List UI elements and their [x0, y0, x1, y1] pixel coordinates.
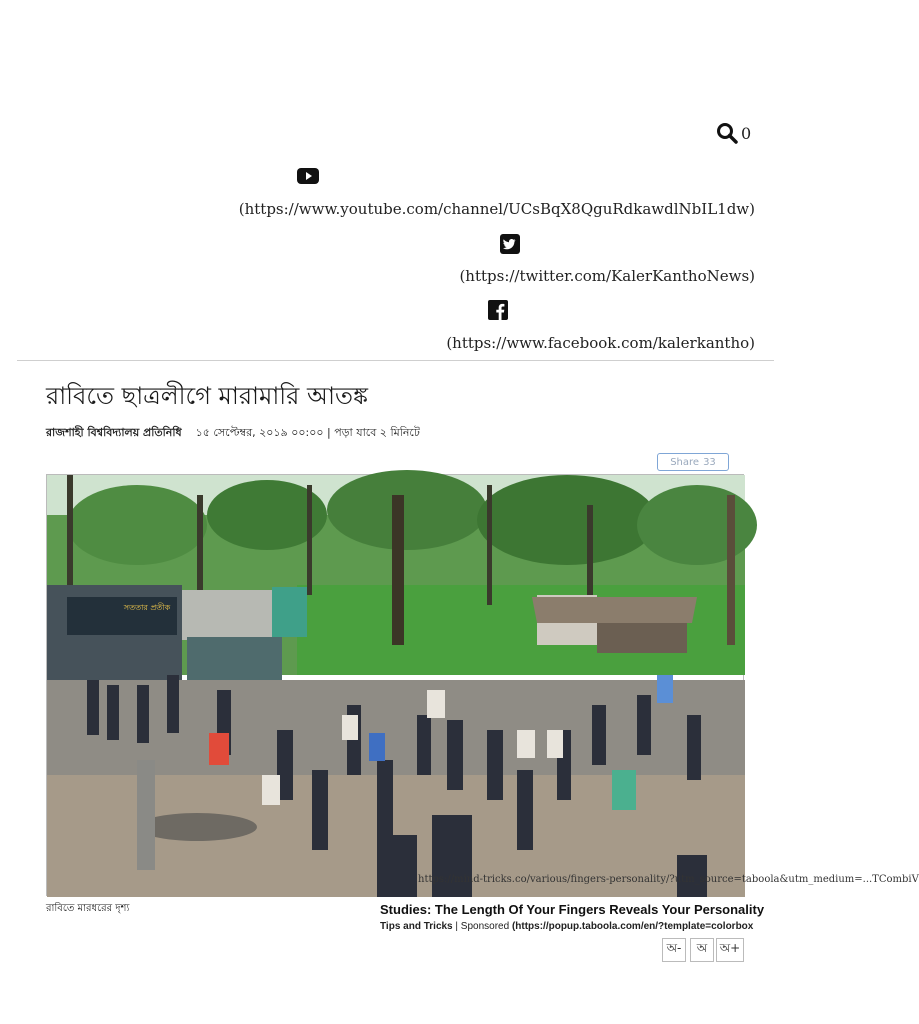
twitter-icon[interactable]	[500, 234, 520, 254]
article-headline: রাবিতে ছাত্রলীগে মারামারি আতঙ্ক	[46, 382, 368, 410]
search-count: 0	[741, 123, 752, 143]
image-caption: রাবিতে মারধরের দৃশ্য	[46, 903, 130, 914]
read-time: পড়া যাবে ২ মিনিটে	[334, 426, 420, 439]
font-increase-button[interactable]: অ+	[716, 938, 744, 962]
ad-meta	[380, 921, 791, 932]
youtube-icon[interactable]	[297, 167, 319, 185]
share-label: Share	[670, 456, 700, 468]
ad-sponsored-label: Sponsored	[460, 921, 510, 932]
ad-overlay-url[interactable]: https://mind-tricks.co/various/fingers-personality/?utm_source=taboola&utm_medium=...TCombiV	[418, 874, 919, 885]
byline	[46, 424, 420, 443]
ad-meta-separator: |	[455, 921, 461, 932]
share-button[interactable]	[657, 453, 729, 471]
facebook-icon[interactable]	[488, 300, 508, 320]
search-icon[interactable]	[716, 122, 738, 144]
shop-sign-text: সততার প্রতীক	[123, 603, 171, 612]
ad-source[interactable]: Tips and Tricks	[380, 921, 453, 932]
publish-date: ১৫ সেপ্টেম্বর, ২০১৯ ০০:০০	[195, 426, 324, 439]
article-photo	[46, 474, 744, 896]
search-control[interactable]	[716, 120, 776, 146]
ad-url[interactable]: (https://popup.taboola.com/en/?template=colorbox	[511, 921, 754, 932]
font-decrease-button[interactable]: অ-	[662, 938, 686, 962]
twitter-link[interactable]: (https://twitter.com/KalerKanthoNews)	[459, 267, 755, 285]
header-divider	[17, 360, 774, 361]
byline-separator: |	[327, 426, 335, 439]
author[interactable]: রাজশাহী বিশ্ববিদ্যালয় প্রতিনিধি	[46, 426, 182, 439]
ad-title-link[interactable]: Studies: The Length Of Your Fingers Reveals Your Personality	[380, 902, 765, 917]
share-count: 33	[703, 456, 716, 468]
font-normal-button[interactable]: অ	[690, 938, 714, 962]
facebook-link[interactable]: (https://www.facebook.com/kalerkantho)	[446, 334, 755, 352]
youtube-link[interactable]: (https://www.youtube.com/channel/UCsBqX8QguRdkawdlNbIL1dw)	[238, 200, 755, 218]
article-photo-scene	[47, 475, 745, 897]
